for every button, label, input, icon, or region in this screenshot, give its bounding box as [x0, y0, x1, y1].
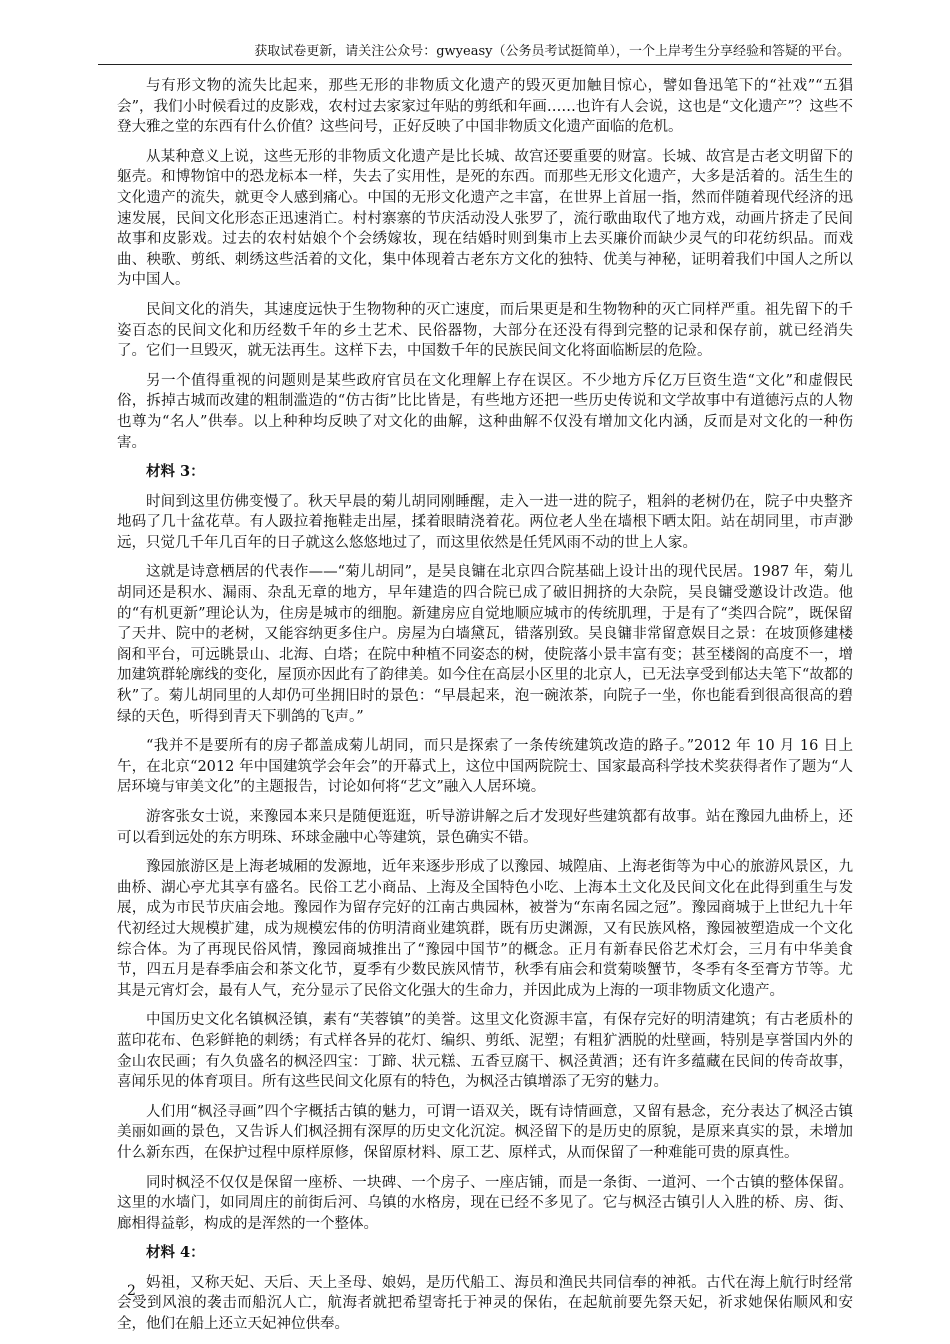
paragraph: 另一个值得重视的问题则是某些政府官员在文化理解上存在误区。不少地方斥亿万巨资生造“文化”和虚假民俗，拆掉古城而改建的粗制滥造的“仿古街”比比皆是，有些地方还把一些历史传说和文学故事中有道德污点的人物也尊为“名人”供奉。以上种种均反映了对文化的曲解，这种曲解不仅没有增加文化内涵，反而是对文化的一种伤害。: [117, 372, 853, 451]
section-heading: 材料 3：: [146, 463, 205, 481]
document-body: [117, 76, 853, 1344]
paragraph: 豫园旅游区是上海老城厢的发源地，近年来逐步形成了以豫园、城隍庙、上海老街等为中心的旅游风景区，九曲桥、湖心亭尤其享有盛名。民俗工艺小商品、上海及全国特色小吃、上海本土文化及民间文化在此得到重生与发展，成为市民节庆庙会地。豫园作为留存完好的江南古典园林，被誉为“东南名园之冠”。豫园商城于上世纪九十年代初经过大规模扩建，成为规模宏伟的仿明清商业建筑群，既有历史渊源，又有民族风格，豫园被塑造成一个文化综合体。为了再现民俗风情，豫园商城推出了“豫园中国节”的概念。正月有新春民俗艺术灯会，三月有中华美食节，四五月是春季庙会和茶文化节，夏季有少数民族风情节，秋季有庙会和赏菊啖蟹节，冬季有冬至膏方节等。尤其是元宵灯会，最有人气，充分显示了民俗文化强大的生命力，并因此成为上海的一项非物质文化遗产。: [117, 859, 853, 999]
paragraph: 中国历史文化名镇枫泾镇，素有“芙蓉镇”的美誉。这里文化资源丰富，有保存完好的明清建筑；有古老质朴的蓝印花布、色彩鲜艳的刺绣；有式样各异的花灯、编织、剪纸、泥塑；有粗犷洒脱的灶壁画，特别是享誉国内外的金山农民画；有久负盛名的枫泾四宝：丁蹄、状元糕、五香豆腐干、枫泾黄酒；还有许多蕴藏在民间的传奇故事，喜闻乐见的体育项目。所有这些民间文化原有的特色，为枫泾古镇增添了无穷的魅力。: [117, 1012, 853, 1091]
paragraph: 同时枫泾不仅仅是保留一座桥、一块碑、一个房子、一座店铺，而是一条街、一道河、一个古镇的整体保留。这里的水墙门，如同周庄的前街后河、乌镇的水格房，现在已经不多见了。它与枫泾古镇引人入胜的桥、房、街、廊相得益彰，构成的是浑然的一个整体。: [117, 1174, 853, 1232]
paragraph: 时间到这里仿佛变慢了。秋天早晨的菊儿胡同刚睡醒，走入一进一进的院子，粗斜的老树仍在，院子中央整齐地码了几十盆花草。有人趿拉着拖鞋走出屋，揉着眼睛浇着花。两位老人坐在墙根下晒太阳。站在胡同里，市声渺远，只觉几千年几百年的日子就这么悠悠地过了，而这里依然是任凭风雨不动的世上人家。: [117, 493, 853, 551]
header-divider: [98, 64, 852, 65]
paragraph: “我并不是要所有的房子都盖成菊儿胡同，而只是探索了一条传统建筑改造的路子。”2012 年 10 月 16 日上午，在北京“2012 年中国建筑学会年会”的开幕式上，这位中国两院院士、国家最高科学技术奖获得者作了题为“人居环境与审美文化”的主题报告，讨论如何将“艺文”融入人居环境。: [117, 738, 853, 796]
page-header: 获取试卷更新，请关注公众号：gwyeasy（公务员考试挺简单），一个上岸考生分享经验和答疑的平台。: [254, 44, 850, 59]
page-number: 2: [127, 1283, 136, 1299]
paragraph: 妈祖，又称天妃、天后、天上圣母、娘妈，是历代船工、海员和渔民共同信奉的神祇。古代在海上航行时经常会受到风浪的袭击而船沉人亡，航海者就把希望寄托于神灵的保佑，在起航前要先祭天妃，祈求她保佑顺风和安全，他们在船上还立天妃神位供奉。: [117, 1274, 853, 1333]
paragraph: 从某种意义上说，这些无形的非物质文化遗产是比长城、故宫还要重要的财富。长城、故宫是古老文明留下的躯壳。和博物馆中的恐龙标本一样，失去了实用性，是死的东西。而那些无形文化遗产，大多是活着的。活生生的文化遗产的流失，就更令人感到痛心。中国的无形文化遗产之丰富，在世界上首屈一指，然而伴随着现代经济的迅速发展，民间文化形态正迅速消亡。村村寨寨的节庆活动没人张罗了，流行歌曲取代了地方戏，动画片挤走了民间故事和皮影戏。过去的农村姑娘个个会绣嫁妆，现在结婚时则到集市上去买廉价而缺少灵气的印花纺织品。而戏曲、秧歌、剪纸、刺绣这些活着的文化，集中体现着古老东方文化的独特、优美与神秘，证明着我们中国人之所以为中国人。: [117, 148, 853, 289]
section-heading: 材料 4：: [146, 1244, 205, 1262]
paragraph: 这就是诗意栖居的代表作——“菊儿胡同”，是吴良镛在北京四合院基础上设计出的现代民居。1987 年，菊儿胡同还是积水、漏雨、杂乱无章的地方，早年建造的四合院已成了破旧拥挤的大杂院，吴良镛受邀设计改造。他的“有机更新”理论认为，住房是城市的细胞。新建房应自觉地顺应城市的传统肌理，于是有了“类四合院”，既保留了天井、院中的老树，又能容纳更多住户。房屋为白墙黛瓦，错落别致。吴良镛非常留意娱目之景：在坡顶修建楼阁和平台，可远眺景山、北海、白塔；在院中种植不同姿态的树，使院落小景丰富有变；甚至楼阁的高度不一，增加建筑群轮廓线的变化，屋顶亦因此有了韵律美。如今住在高层小区里的北京人，已无法享受到郁达夫笔下“故都的秋”了。菊儿胡同里的人却仍可坐拥旧时的景色：“早晨起来，泡一碗浓茶，向院子一坐，你也能看到很高很高的碧绿的天色，听得到青天下驯鸽的飞声。”: [117, 564, 853, 725]
paragraph: 与有形文物的流失比起来，那些无形的非物质文化遗产的毁灭更加触目惊心，譬如鲁迅笔下的“社戏”“五猖会”，我们小时候看过的皮影戏，农村过去家家过年贴的剪纸和年画……也许有人会说，这也是“文化遗产”？这些不登大雅之堂的东西有什么价值？这些问号，正好反映了中国非物质文化遗产面临的危机。: [117, 78, 853, 136]
paragraph: 民间文化的消失，其速度远快于生物物种的灭亡速度，而后果更是和生物物种的灭亡同样严重。祖先留下的千姿百态的民间文化和历经数千年的乡土艺术、民俗器物，大部分在还没有得到完整的记录和保存前，就已经消失了。它们一旦毁灭，就无法再生。这样下去，中国数千年的民族民间文化将面临断层的危险。: [117, 301, 853, 360]
paragraph: 游客张女士说，来豫园本来只是随便逛逛，听导游讲解之后才发现好些建筑都有故事。站在豫园九曲桥上，还可以看到远处的东方明珠、环球金融中心等建筑，景色确实不错。: [117, 809, 853, 846]
paragraph: 人们用“枫泾寻画”四个字概括古镇的魅力，可谓一语双关，既有诗情画意，又留有悬念，充分表达了枫泾古镇美丽如画的景色，又告诉人们枫泾拥有深厚的历史文化沉淀。枫泾留下的是历史的原貌，是原来真实的景，未增加什么新东西，在保护过程中原样原修，保留原材料、原工艺、原样式，从而保留了一种难能可贵的原真性。: [117, 1103, 853, 1161]
